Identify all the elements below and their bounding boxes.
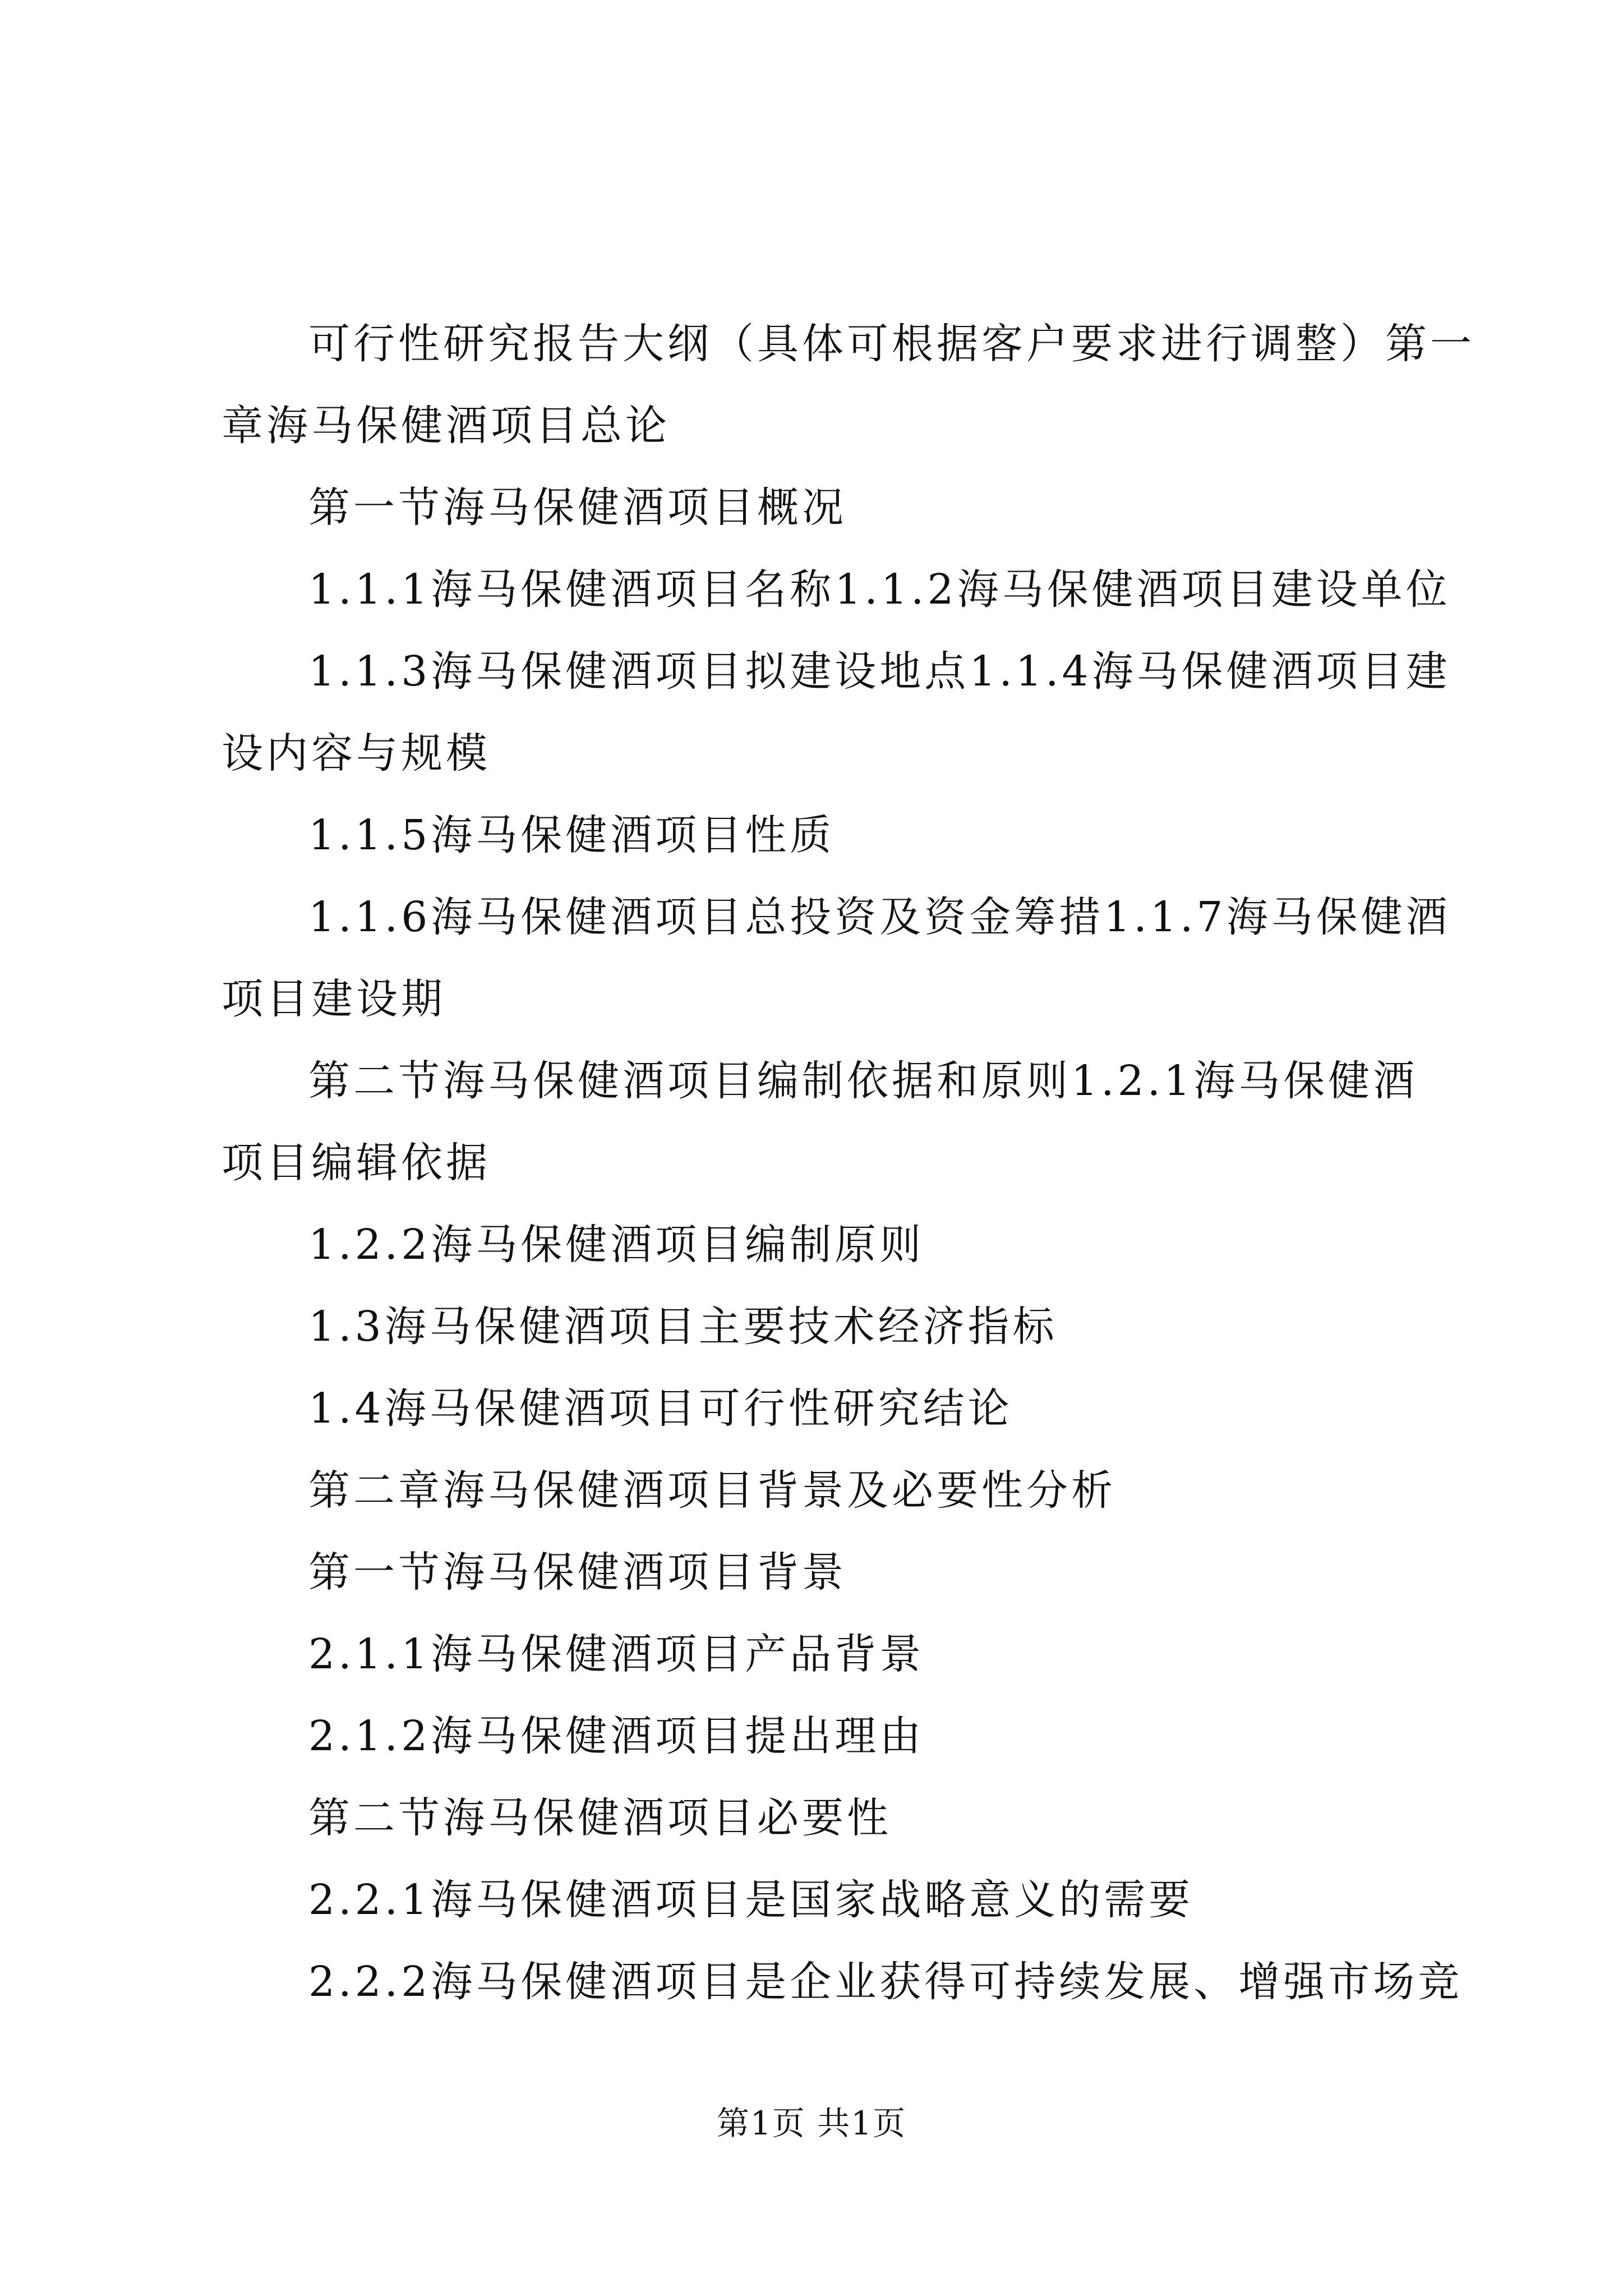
document-body	[222, 303, 1475, 2023]
text-line-21: 2.2.2海马保健酒项目是企业获得可持续发展、增强市场竞	[308, 1958, 1463, 2006]
page-number-footer: 第1页 共1页	[716, 2104, 907, 2142]
text-line-3: 第一节海马保健酒项目概况	[308, 484, 847, 532]
text-line-2: 章海马保健酒项目总论	[222, 402, 670, 450]
text-line-7: 1.1.5海马保健酒项目性质	[308, 811, 835, 859]
text-line-18: 2.1.2海马保健酒项目提出理由	[308, 1712, 925, 1760]
text-line-8: 1.1.6海马保健酒项目总投资及资金筹措1.1.7海马保健酒	[308, 893, 1451, 941]
text-line-20: 2.2.1海马保健酒项目是国家战略意义的需要	[308, 1876, 1194, 1924]
text-line-4: 1.1.1海马保健酒项目名称1.1.2海马保健酒项目建设单位	[308, 565, 1451, 614]
text-line-19: 第二节海马保健酒项目必要性	[308, 1794, 892, 1842]
text-line-9: 项目建设期	[222, 975, 446, 1023]
text-line-6: 设内容与规模	[222, 729, 491, 777]
text-line-5: 1.1.3海马保健酒项目拟建设地点1.1.4海马保健酒项目建	[308, 647, 1451, 696]
text-line-15: 第二章海马保健酒项目背景及必要性分析	[308, 1466, 1116, 1515]
text-line-1: 可行性研究报告大纲（具体可根据客户要求进行调整）第一	[308, 320, 1475, 368]
text-line-14: 1.4海马保健酒项目可行性研究结论	[308, 1384, 1013, 1433]
text-line-17: 2.1.1海马保健酒项目产品背景	[308, 1630, 925, 1678]
text-line-13: 1.3海马保健酒项目主要技术经济指标	[308, 1303, 1058, 1351]
text-line-12: 1.2.2海马保健酒项目编制原则	[308, 1221, 925, 1269]
text-line-10: 第二节海马保健酒项目编制依据和原则1.2.1海马保健酒	[308, 1057, 1418, 1105]
text-line-11: 项目编辑依据	[222, 1139, 491, 1187]
text-line-16: 第一节海马保健酒项目背景	[308, 1548, 847, 1596]
